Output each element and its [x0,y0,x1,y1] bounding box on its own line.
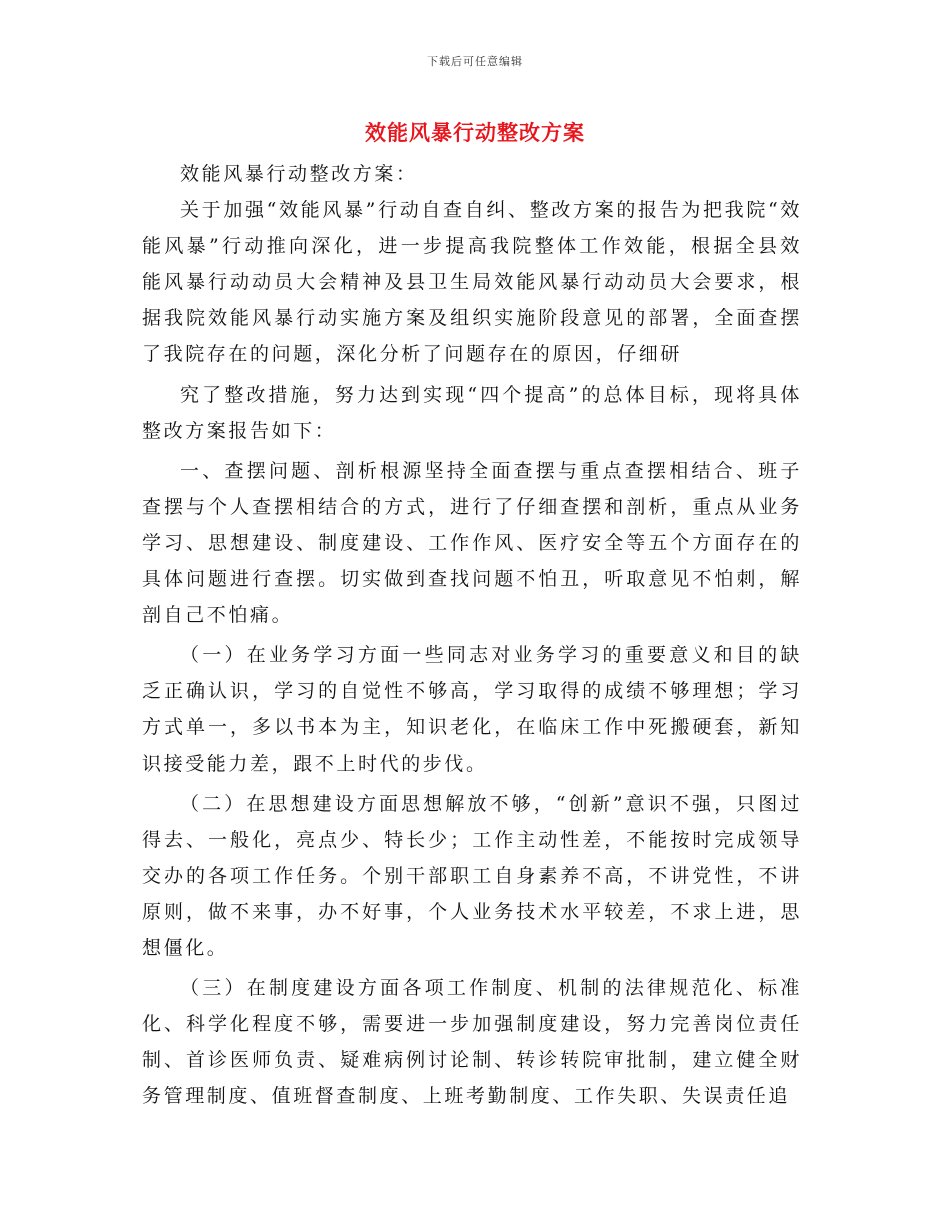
paragraph-continuation: 究了整改措施，努力达到实现“四个提高”的总体目标，现将具体整改方案报告如下： [142,383,802,442]
document-title: 效能风暴行动整改方案 [365,120,585,145]
document-body [142,156,802,1114]
header-note: 下载后可任意编辑 [427,55,523,68]
paragraph-item-3: （三）在制度建设方面各项工作制度、机制的法律规范化、标准化、科学化程度不够，需要进一步加强制度建设，努力完善岗位责任制、首诊医师负责、疑难病例讨论制、转诊转院审批制，建立健全财务管理制度、值班督查制度、上班考勤制度、工作失职、失误责任追 [142,977,802,1108]
paragraph-item-1: （一）在业务学习方面一些同志对业务学习的重要意义和目的缺乏正确认识，学习的自觉性不够高，学习取得的成绩不够理想；学习方式单一，多以书本为主，知识老化，在临床工作中死搬硬套，新知识接受能力差，跟不上时代的步伐。 [142,644,802,775]
paragraph-report: 关于加强“效能风暴”行动自查自纠、整改方案的报告为把我院“效能风暴”行动推向深化，进一步提高我院整体工作效能，根据全县效能风暴行动动员大会精神及县卫生局效能风暴行动动员大会要求，根据我院效能风暴行动实施方案及组织实施阶段意见的部署，全面查摆了我院存在的问题，深化分析了问题存在的原因，仔细研 [142,199,802,366]
paragraph-intro: 效能风暴行动整改方案： [180,163,418,185]
paragraph-item-2: （二）在思想建设方面思想解放不够，“创新”意识不强，只图过得去、一般化，亮点少、特长少；工作主动性差，不能按时完成领导交办的各项工作任务。个别干部职工自身素养不高，不讲党性，不讲原则，做不来事，办不好事，个人业务技术水平较差，不求上进，思想僵化。 [142,792,802,959]
paragraph-section-1: 一、查摆问题、剖析根源坚持全面查摆与重点查摆相结合、班子查摆与个人查摆相结合的方式，进行了仔细查摆和剖析，重点从业务学习、思想建设、制度建设、工作作风、医疗安全等五个方面存在的具体问题进行查摆。切实做到查找问题不怕丑，听取意见不怕刺，解剖自己不怕痛。 [142,459,802,627]
